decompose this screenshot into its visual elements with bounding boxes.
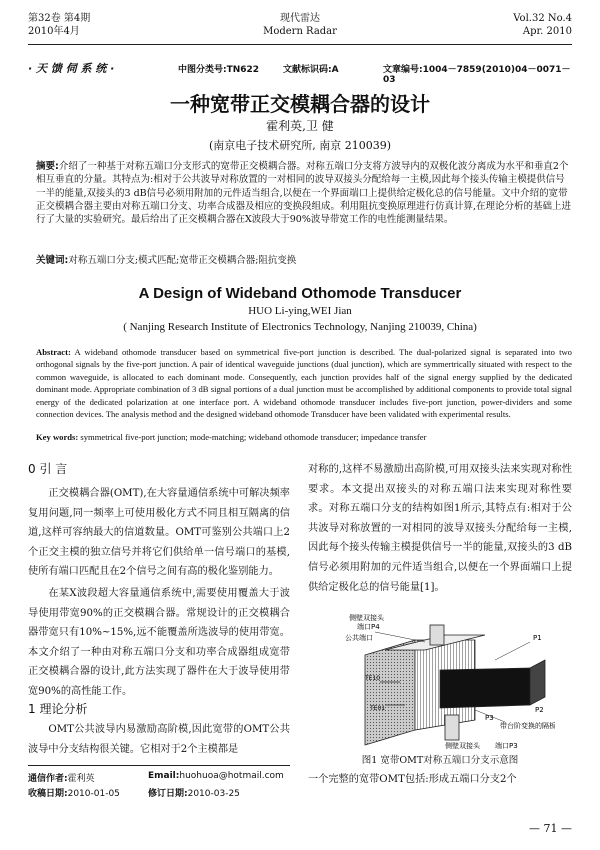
- document-code: 文献标识码:A: [283, 65, 339, 75]
- header-divider: [28, 44, 572, 45]
- revised-label: 修订日期:: [148, 789, 188, 799]
- received-label: 收稿日期:: [28, 789, 68, 799]
- date-en: Apr. 2010: [522, 26, 572, 37]
- email-value[interactable]: huohuoa@hotmail.com: [179, 771, 284, 781]
- figure-1: [345, 610, 555, 750]
- abstract-cn-text: 介绍了一种基于对称五端口分支形式的宽带正交模耦合器。对称五端口分支将方波导内的双极化波分离成为水平和垂直2个相互垂直的分量。其特点为:相对于公共波导对称放置的一对相同的波导双接头分配给每一主模,因此每个接头传输主模提供信号一半的能量,双接头的3 dB信号必须用附加的元件适当组合,以便在一个界面端口上提供给定极化总的信号能量。文中介绍的宽带正交模耦合器主要由对称五端口分支、功率合成器及相应的变换段组成。利用阻抗变换原理进行仿真计算,在理论分析的基础上进行了大量的实验研究。最后给出了正交模耦合器在X波段大于90%波导带宽工作的电性能测量结果。: [36, 161, 572, 226]
- section-0-paragraph-1: 正交模耦合器(OMT),在大容量通信系统中可解决频率复用问题,同一频率上可使用极化方式不同且相互隔离的信道,这样可容纳最大的信道数量。OMT可鉴别公共端口上2个正交主模的独立信号并将它们供给单一信号端口的基模,使所有端口匹配且在2个信号之间有高的极化鉴别能力。: [28, 488, 290, 578]
- abstract-en-label: Abstract:: [36, 347, 71, 357]
- label-p2: P2: [535, 706, 544, 714]
- keywords-cn: [36, 252, 572, 266]
- affiliation-cn: (南京电子技术研究所, 南京 210039): [208, 139, 392, 152]
- section-0-heading: 0 引 言: [28, 462, 68, 476]
- running-header: [28, 12, 572, 44]
- revised-value: 2010-03-25: [187, 789, 240, 799]
- paper-title-en: A Design of Wideband Othomode Transducer: [138, 285, 462, 302]
- clc-number: 中图分类号:TN622: [178, 65, 260, 75]
- journal-name-cn: 现代雷达: [280, 13, 320, 24]
- five-port-junction-diagram: [345, 610, 555, 750]
- label-bottom-junction: 侧壁双接头: [445, 742, 480, 750]
- received-value: 2010-01-05: [67, 789, 120, 799]
- label-common-port: 公共端口: [345, 634, 373, 642]
- contact-value: 霍利英: [67, 774, 95, 784]
- section-0-paragraph-2: 在某X波段超大容量通信系统中,需要使用覆盖大于波导使用带宽90%的正交模耦合器。常规设计的正交模耦合器带宽只有10%~15%,远不能覆盖所选波导的使用带宽。本文介绍了一种由对称五端口分支和功率合成器组成宽带正交模耦合器的设计,此方法实现了器件在大于波导使用带宽90%的高性能工作。: [28, 588, 290, 697]
- label-te01: TE01: [370, 705, 386, 712]
- authors-cn: 霍利英,卫 健: [266, 119, 334, 133]
- right-column-paragraph-1: 对称的,这样不易激励出高阶模,可用双接头法来实现对称性要求。本文提出双接头的对称五端口法来实现对称性要求。对称五端口分支的结构如图1所示,其特点有:相对于公共波导对称放置的一对相同的波导双接头分配给每一主模,因此每个接头传输主模提供信号一半的能量,双接头的3 dB信号必须用附加的元件适当组合,以便在一个界面端口上提供给定极化总的信号能量[1]。: [308, 464, 572, 593]
- date-cn: 2010年4月: [28, 26, 80, 37]
- footnote-contact: [28, 771, 290, 784]
- keywords-cn-label: 关键词:: [36, 255, 69, 266]
- abstract-en: [36, 346, 572, 420]
- label-te10: TE10: [365, 675, 381, 682]
- right-column-paragraph-2: 一个完整的宽带OMT包括:形成五端口分支2个: [308, 774, 517, 785]
- volume-issue-en: Vol.32 No.4: [513, 13, 572, 24]
- keywords-en: [36, 432, 572, 442]
- label-port4: 端口P4: [357, 623, 380, 631]
- column-title: · 天 馈 伺 系 统 ·: [28, 62, 115, 75]
- keywords-en-label: Key words:: [36, 432, 79, 442]
- header-right: [513, 12, 572, 38]
- figure-1-caption: 图1 宽带OMT对称五端口分支示意图: [361, 755, 519, 766]
- keywords-en-text: symmetrical five-port junction; mode-matching; wideband othomode transducer; impedance transfer: [80, 432, 427, 442]
- email-label: Email:: [148, 771, 180, 781]
- label-port3: 端口P3: [495, 742, 518, 750]
- contact-label: 通信作者:: [28, 774, 68, 784]
- label-p3: P3: [485, 714, 494, 722]
- abstract-cn: [36, 160, 572, 226]
- journal-name-en: Modern Radar: [263, 26, 337, 37]
- abstract-cn-label: 摘要:: [36, 161, 59, 172]
- affiliation-en: ( Nanjing Research Institute of Electronics Technology, Nanjing 210039, China): [123, 321, 477, 333]
- section-1-heading: 1 理论分析: [28, 702, 88, 716]
- keywords-cn-text: 对称五端口分支;模式匹配;宽带正交模耦合器;阻抗变换: [68, 255, 297, 266]
- article-number: 文章编号:1004－7859(2010)04－0071－03: [383, 65, 571, 85]
- label-step-baffle: 带台阶变换的隔板: [500, 722, 555, 730]
- footnote-divider: [28, 765, 290, 766]
- abstract-en-text: A wideband othomode transducer based on symmetrical five-port junction is described. The dual-polarized signal is separated into two orthogonal signals by the five-port junction. A pair of identical waveguide junctions (dual junction), which are symmertrically situated with respect to the common waveguide, is allocated to each dominant mode. Consequently, each junction provides half of the signal energy supplied by the dedicated dominant mode. Appropriate combination of 3 dB signal portions of a dual junction must be accomplished by additional components to provide total signal energy of the dedicated polarization at one interface port. A wideband othomode transducer includes five-port junction, power-dividers and some connection devices. The analysis method and the designed wideband othomode Transducer have been validated with experimental results.: [36, 347, 572, 420]
- paper-title-cn: 一种宽带正交模耦合器的设计: [170, 92, 430, 116]
- header-center: [28, 12, 572, 38]
- article-meta: [28, 62, 572, 85]
- authors-en: HUO Li-ying,WEI Jian: [248, 305, 352, 317]
- page-number: — 71 —: [529, 822, 572, 835]
- label-p1: P1: [533, 634, 542, 642]
- volume-issue-cn: 第32卷 第4期: [28, 13, 91, 24]
- label-side-junction-top: 侧壁双接头: [349, 614, 384, 622]
- section-1-paragraph-1: OMT公共波导内易激励高阶模,因此宽带的OMT公共波导中分支结构很关键。它相对于2个主模都是: [28, 724, 290, 755]
- footnote-dates: [28, 786, 290, 799]
